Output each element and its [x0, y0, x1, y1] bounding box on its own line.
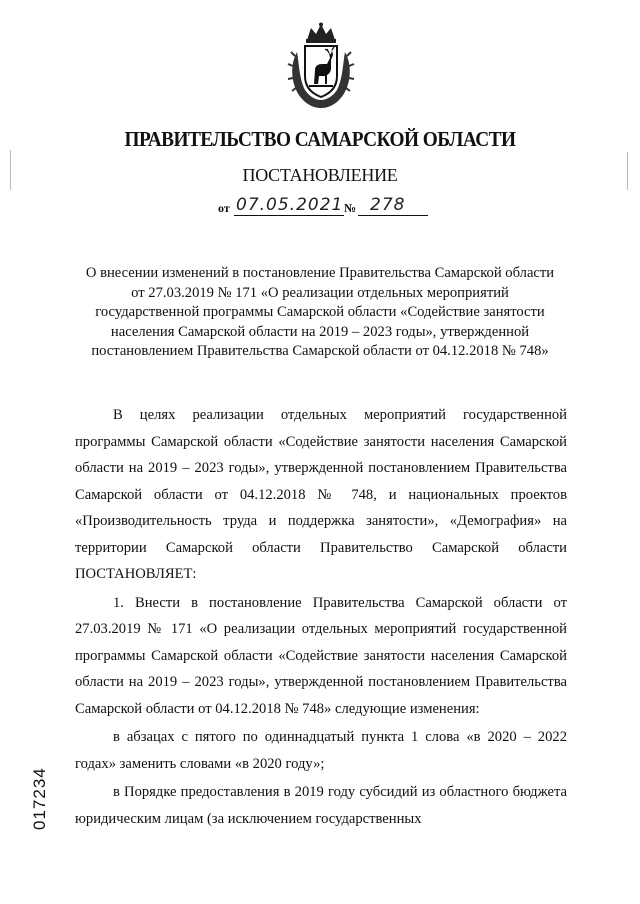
handwritten-number: 278 — [370, 195, 406, 215]
subject-line: населения Самарской области на 2019 – 2023 годы», утвержденной — [110, 323, 530, 340]
body-paragraph: в абзацах с пятого по одиннадцатый пункта 1 слова «в 2020 – 2022 годах» заменить словами «в 2020 году»; — [75, 729, 567, 772]
government-title: ПРАВИТЕЛЬСТВО САМАРСКОЙ ОБЛАСТИ — [124, 127, 516, 151]
scan-edge-mark — [10, 150, 11, 190]
scan-edge-mark — [627, 152, 628, 190]
body-paragraph: в Порядке предоставления в 2019 году субсидий из областного бюджета юридическим лицам (за исключением государственных — [75, 784, 567, 827]
subject-line: от 27.03.2019 № 171 «О реализации отдельных мероприятий — [131, 284, 509, 301]
document-subject — [60, 264, 580, 362]
number-underline — [358, 215, 428, 216]
serial-number-stamp — [30, 767, 50, 830]
subject-line: государственной программы Самарской области «Содействие занятости — [95, 304, 545, 321]
subject-line: О внесении изменений в постановление Правительства Самарской области — [85, 265, 555, 281]
samara-coat-of-arms-icon — [287, 22, 355, 110]
subject-line: постановлением Правительства Самарской области от 04.12.2018 № 748» — [91, 343, 549, 360]
handwritten-date: 07.05.2021 — [236, 195, 344, 215]
document-body — [75, 402, 567, 832]
serial-number: 017234 — [30, 767, 49, 830]
date-underline — [234, 215, 344, 216]
document-type: ПОСТАНОВЛЕНИЕ — [242, 165, 398, 185]
date-prefix: от — [218, 201, 230, 215]
body-paragraph: В целях реализации отдельных мероприятий государственной программы Самарской области «Содействие занятости населения Самарской области на 2019 – 2023 годы», утвержденной постановлением Правительства Самарской области от 04.12.2018 № 748, и национальных проектов «Производительность труда и поддержка занятости», «Демография» на территории Самарской области Правительство Самарской области ПОСТАНОВЛЯЕТ: — [75, 407, 567, 582]
date-number-line — [218, 195, 438, 219]
number-prefix: № — [344, 201, 357, 215]
body-paragraph: 1. Внести в постановление Правительства Самарской области от 27.03.2019 № 171 «О реализации отдельных мероприятий государственной программы Самарской области «Содействие занятости населения Самарской области на 2019 – 2023 годы», утвержденной постановлением Правительства Самарской области от 04.12.2018 № 748» следующие изменения: — [75, 594, 567, 717]
